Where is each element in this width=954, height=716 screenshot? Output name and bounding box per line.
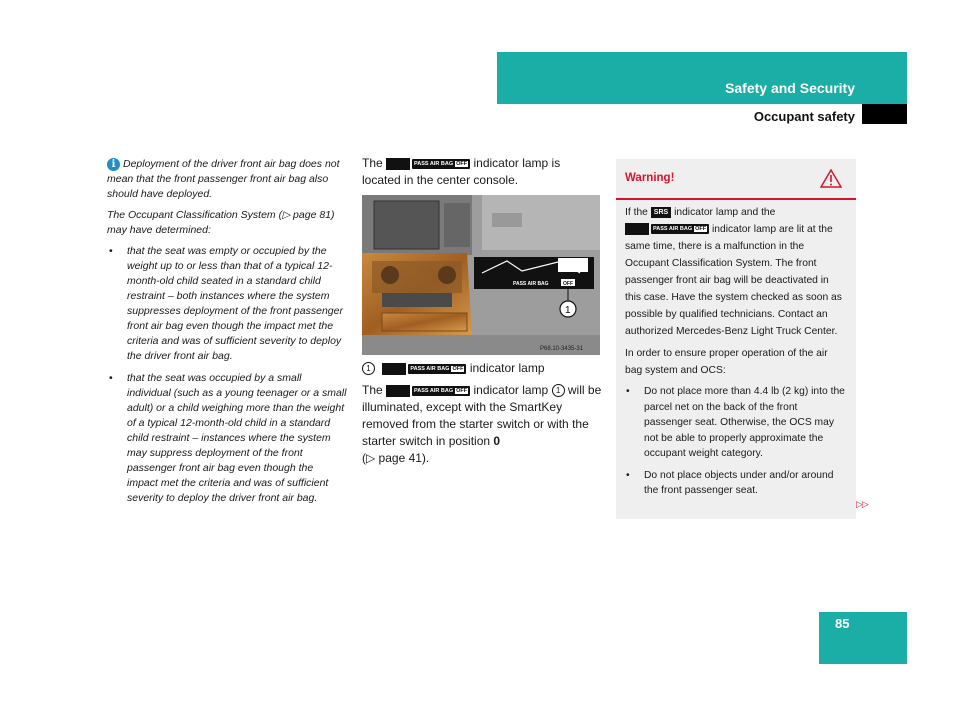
list-item: • that the seat was occupied by a small individual (such as a young teenager or a small adult) or a child weighing more than the weight of a typical 12-month-old child in a standard child restraint – instances where the system may suppress deployment of the front passenger front air bag even though the impact met the criteria and was of sufficient severity to deploy the driver front air bag. xyxy=(107,371,347,506)
center-console-photo xyxy=(362,195,600,355)
child-seat-icon xyxy=(386,385,410,397)
info-icon: i xyxy=(107,158,120,171)
subsection-title: Occupant safety xyxy=(753,109,855,124)
warning-bullet-list xyxy=(625,384,847,499)
warning-triangle-icon xyxy=(820,169,842,188)
lamp-location-text: The PASS AIR BAG OFF indicator lamp is located in the center console. xyxy=(362,156,561,187)
page-number: 85 xyxy=(835,616,850,631)
list-item: • Do not place more than 4.4 lb (2 kg) into the parcel net on the back of the front passenger seat. Otherwise, the OCS may not be able to properly approximate the occupant weight category. xyxy=(625,384,847,462)
info-note: i Deployment of the driver front air bag does not mean that the front passenger front air bag also should have deployed. xyxy=(107,158,340,200)
section-title: Safety and Security xyxy=(725,80,855,96)
srs-badge: SRS xyxy=(651,207,671,218)
lamp-number: 1 xyxy=(552,384,565,397)
middle-column xyxy=(362,155,602,189)
pass-airbag-off-badge: PASS AIR BAG OFF xyxy=(651,224,709,234)
child-seat-icon xyxy=(386,158,410,170)
subsection-marker xyxy=(862,104,907,124)
page-number-box xyxy=(819,612,907,664)
list-item: • that the seat was empty or occupied by the weight up to or less than that of a typical 12-month-old child seated in a standard child restraint – both instances where the system suppresses deployment of the front passenger front air bag even though the impact met the criteria and was of sufficient severity to deploy the driver front air bag. xyxy=(107,244,347,364)
page-reference[interactable]: (▷ page 41). xyxy=(362,451,430,465)
section-header-bar xyxy=(497,52,907,104)
list-item: • Do not place objects under and/or around the front passenger seat. xyxy=(625,468,847,499)
photo-off-label: OFF xyxy=(563,281,573,287)
continued-marker: ▷▷ xyxy=(856,499,868,509)
warning-label: Warning! xyxy=(625,172,675,184)
left-column xyxy=(107,157,347,513)
ocs-intro: The Occupant Classification System (▷ page 81) may have determined: xyxy=(107,209,335,236)
warning-box xyxy=(616,159,856,519)
pass-airbag-off-badge: PASS AIR BAG OFF xyxy=(412,386,470,396)
photo-callout-number: 1 xyxy=(565,305,571,316)
lamp-illumination-text: The PASS AIR BAG OFF indicator lamp 1 will be illuminated, except with the SmartKey removed from the starter switch or with the starter switch in position 0 (▷ page 41). xyxy=(362,383,602,465)
photo-panel-label: PASS AIR BAG xyxy=(513,281,549,287)
warning-body xyxy=(616,200,856,499)
photo-legend: 1 PASS AIR BAG OFF indicator lamp The PASS AIR BAG OFF indicator lamp 1 will be illuminated, except with the SmartKey removed from the starter switch or with the starter switch in position 0 (▷ page 41). xyxy=(362,361,602,465)
position-value: 0 xyxy=(493,434,501,448)
warning-header xyxy=(616,159,856,200)
child-seat-icon xyxy=(625,223,649,235)
ocs-bullet-list xyxy=(107,244,347,506)
pass-airbag-off-badge: PASS AIR BAG OFF xyxy=(412,159,470,169)
photo-caption: P68.10-3435-31 xyxy=(540,346,584,352)
warning-ocs-text: In order to ensure proper operation of the air bag system and OCS: xyxy=(625,348,828,376)
pass-airbag-off-badge: PASS AIR BAG OFF xyxy=(408,364,466,374)
child-seat-icon xyxy=(382,363,406,375)
legend-number: 1 xyxy=(362,362,375,375)
warning-malfunction-text: If the SRS indicator lamp and the PASS AIR BAG OFF indicator lamp are lit at the same time, there is a malfunction in the Occupant Classification System. The front passenger front air bag will be deactivated in this case. Have the system checked as soon as possible by qualified technicians. Contact an authorized Mercedes-Benz Light Truck Center. xyxy=(625,207,842,337)
